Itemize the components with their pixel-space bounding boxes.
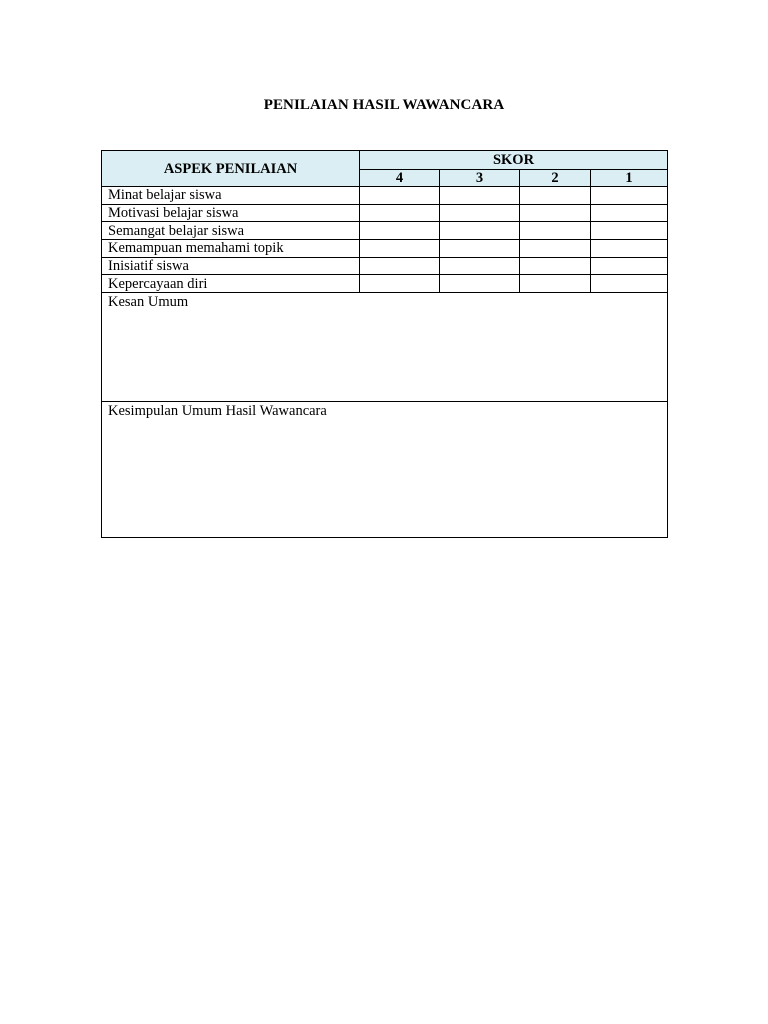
score-cell-4[interactable] (360, 240, 440, 258)
score-cell-4[interactable] (360, 257, 440, 275)
kesan-umum-field[interactable] (102, 293, 668, 402)
aspect-label: Kepercayaan diri (102, 275, 360, 293)
score-cell-1[interactable] (591, 240, 668, 258)
kesimpulan-label: Kesimpulan Umum Hasil Wawancara (108, 403, 327, 420)
aspect-label: Minat belajar siswa (102, 187, 360, 205)
table-row (102, 257, 668, 275)
score-cell-3[interactable] (440, 222, 520, 240)
table-row (102, 222, 668, 240)
page-title: PENILAIAN HASIL WAWANCARA (263, 97, 505, 113)
aspect-label: Motivasi belajar siswa (102, 204, 360, 222)
assessment-table (101, 150, 668, 538)
table-row (102, 275, 668, 293)
score-cell-4[interactable] (360, 187, 440, 205)
aspect-label: Inisiatif siswa (102, 257, 360, 275)
score-cell-2[interactable] (520, 275, 591, 293)
score-cell-4[interactable] (360, 222, 440, 240)
score-cell-2[interactable] (520, 257, 591, 275)
score-level-3: 3 (440, 169, 520, 187)
score-cell-3[interactable] (440, 275, 520, 293)
kesimpulan-field[interactable] (102, 402, 668, 538)
score-cell-4[interactable] (360, 204, 440, 222)
table-row (102, 204, 668, 222)
score-cell-1[interactable] (591, 187, 668, 205)
table-row (102, 240, 668, 258)
score-cell-3[interactable] (440, 187, 520, 205)
score-cell-4[interactable] (360, 275, 440, 293)
score-cell-2[interactable] (520, 204, 591, 222)
kesan-umum-label: Kesan Umum (108, 294, 189, 311)
score-level-1: 1 (591, 169, 668, 187)
score-cell-1[interactable] (591, 222, 668, 240)
score-cell-1[interactable] (591, 275, 668, 293)
score-cell-3[interactable] (440, 257, 520, 275)
aspect-label: Kemampuan memahami topik (102, 240, 360, 258)
score-header: SKOR (360, 151, 668, 170)
score-cell-2[interactable] (520, 222, 591, 240)
score-level-2: 2 (520, 169, 591, 187)
score-level-4: 4 (360, 169, 440, 187)
score-cell-1[interactable] (591, 204, 668, 222)
score-cell-3[interactable] (440, 204, 520, 222)
table-row (102, 187, 668, 205)
score-cell-2[interactable] (520, 187, 591, 205)
score-cell-2[interactable] (520, 240, 591, 258)
score-cell-3[interactable] (440, 240, 520, 258)
score-cell-1[interactable] (591, 257, 668, 275)
aspect-header: ASPEK PENILAIAN (102, 151, 360, 187)
aspect-label: Semangat belajar siswa (102, 222, 360, 240)
